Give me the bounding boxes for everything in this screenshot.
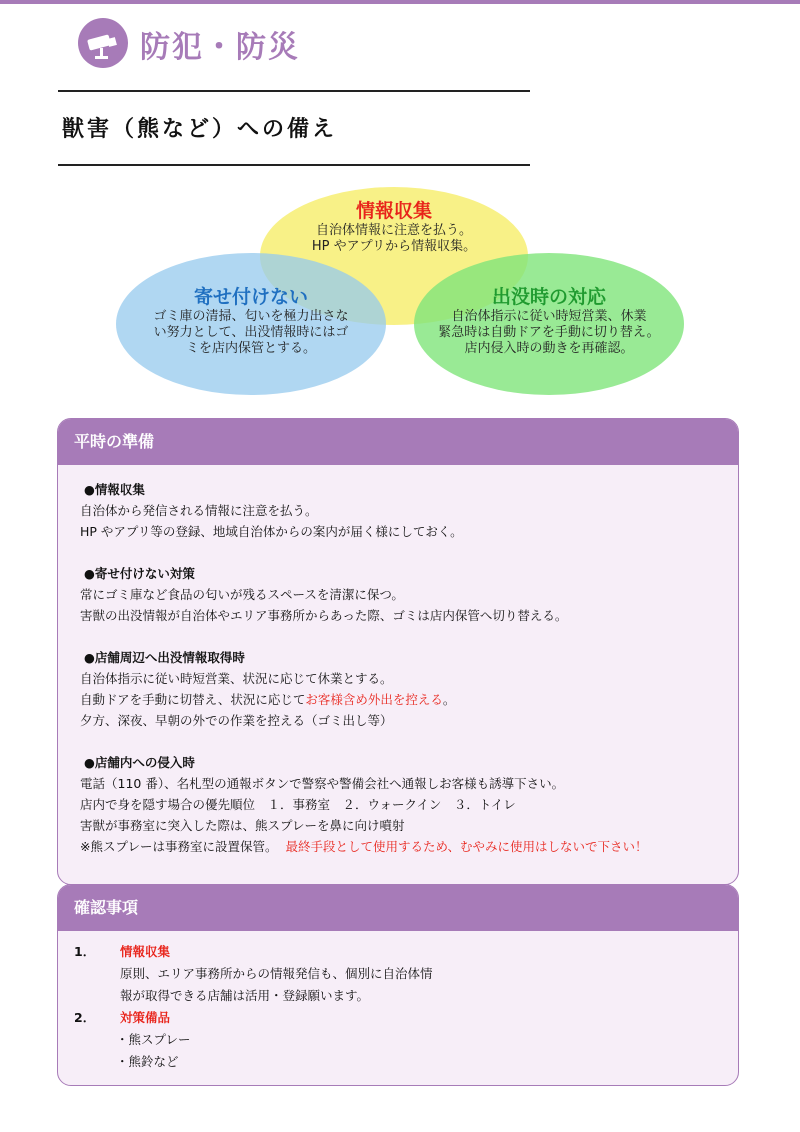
venn-heading-response: 出没時の対応: [491, 286, 606, 308]
panel-body: [58, 465, 738, 857]
panel-header: 確認事項: [58, 885, 738, 931]
top-accent-bar: [0, 0, 800, 4]
section-line: 店内で身を隠す場合の優先順位 １．事務室 ２．ウォークイン ３．トイレ: [80, 797, 516, 812]
item-heading: 情報収集: [120, 944, 171, 959]
section-line: 害獣が事務室に突入した際は、熊スプレーを鼻に向け噴射: [80, 818, 405, 833]
venn-text-prevent: [138, 285, 364, 357]
warning-text: お客様含め外出を控える: [305, 692, 443, 707]
page-title: 獣害（熊など）への備え: [62, 117, 338, 142]
section-title: 防犯・防災: [140, 30, 300, 65]
section-line: 電話（110 番）、名札型の通報ボタンで警察や警備会社へ通報しお客様も誘導下さい。: [80, 776, 565, 791]
panel-header: 平時の準備: [58, 419, 738, 465]
venn-heading-prevent: 寄せ付けない: [193, 286, 308, 308]
venn-line: 店内侵入時の動きを再確認。: [464, 341, 634, 356]
item-line: 原則、エリア事務所からの情報発信も、個別に自治体情: [120, 966, 433, 981]
venn-heading-info: 情報収集: [355, 200, 432, 222]
line-text: 自動ドアを手動に切替え、状況に応じて: [80, 692, 306, 707]
warning-text: 最終手段として使用するため、むやみに使用はしないで下さい！: [285, 839, 648, 854]
item-line: 報が取得できる店舗は活用・登録願います。: [120, 988, 370, 1003]
section-sighting: [80, 647, 738, 731]
item-heading: 対策備品: [120, 1010, 171, 1025]
line-text: 。: [442, 692, 456, 707]
checklist-item-head: [74, 941, 738, 963]
item-number: 2．: [74, 1010, 96, 1025]
section-heading: ●店舗周辺へ出没情報取得時: [84, 650, 245, 665]
venn-line: 自治体情報に注意を払う。: [315, 223, 472, 238]
venn-diagram: [0, 175, 800, 405]
checklist-panel: [57, 884, 739, 1086]
section-line: 害獣の出没情報が自治体やエリア事務所からあった際、ゴミは店内保管へ切り替える。: [80, 608, 568, 623]
section-heading: ●寄せ付けない対策: [84, 566, 195, 581]
section-line: 常にゴミ庫など食品の匂いが残るスペースを清潔に保つ。: [80, 587, 404, 602]
section-heading: ●情報収集: [84, 482, 145, 497]
section-line: [80, 689, 738, 710]
section-intrusion: [80, 752, 738, 857]
venn-line: ミを店内保管とする。: [185, 341, 316, 356]
section-prevent: [80, 563, 738, 626]
section-line: [80, 836, 738, 857]
venn-text-response: [430, 285, 668, 357]
venn-line: 緊急時は自動ドアを手動に切り替え。: [438, 325, 660, 340]
section-heading: ●店舗内への侵入時: [84, 755, 195, 770]
section-info: [80, 479, 738, 542]
venn-text-info: [278, 199, 510, 255]
section-line: HP やアプリ等の登録、地域自治体からの案内が届く様にしておく。: [80, 524, 463, 539]
preparation-panel: [57, 418, 739, 885]
venn-line: ゴミ庫の清掃、匂いを極力出さな: [153, 309, 349, 324]
venn-line: い努力として、出没情報時にはゴ: [153, 325, 349, 340]
section-line: 自治体から発信される情報に注意を払う。: [80, 503, 318, 518]
security-camera-icon: [78, 18, 128, 68]
checklist-item-head: [74, 1007, 738, 1029]
item-line: ・熊鈴など: [116, 1054, 179, 1069]
section-line: 自治体指示に従い時短営業、状況に応じて休業とする。: [80, 671, 393, 686]
title-rule-top: [58, 90, 530, 92]
section-line: 夕方、深夜、早朝の外での作業を控える（ゴミ出し等）: [80, 713, 393, 728]
item-line: ・熊スプレー: [116, 1032, 191, 1047]
line-text: ※熊スプレーは事務室に設置保管。: [80, 839, 278, 854]
venn-line: HP やアプリから情報収集。: [311, 239, 477, 254]
item-number: 1．: [74, 944, 96, 959]
title-rule-bottom: [58, 164, 530, 166]
panel-body: [58, 931, 738, 1073]
venn-line: 自治体指示に従い時短営業、休業: [451, 309, 647, 324]
